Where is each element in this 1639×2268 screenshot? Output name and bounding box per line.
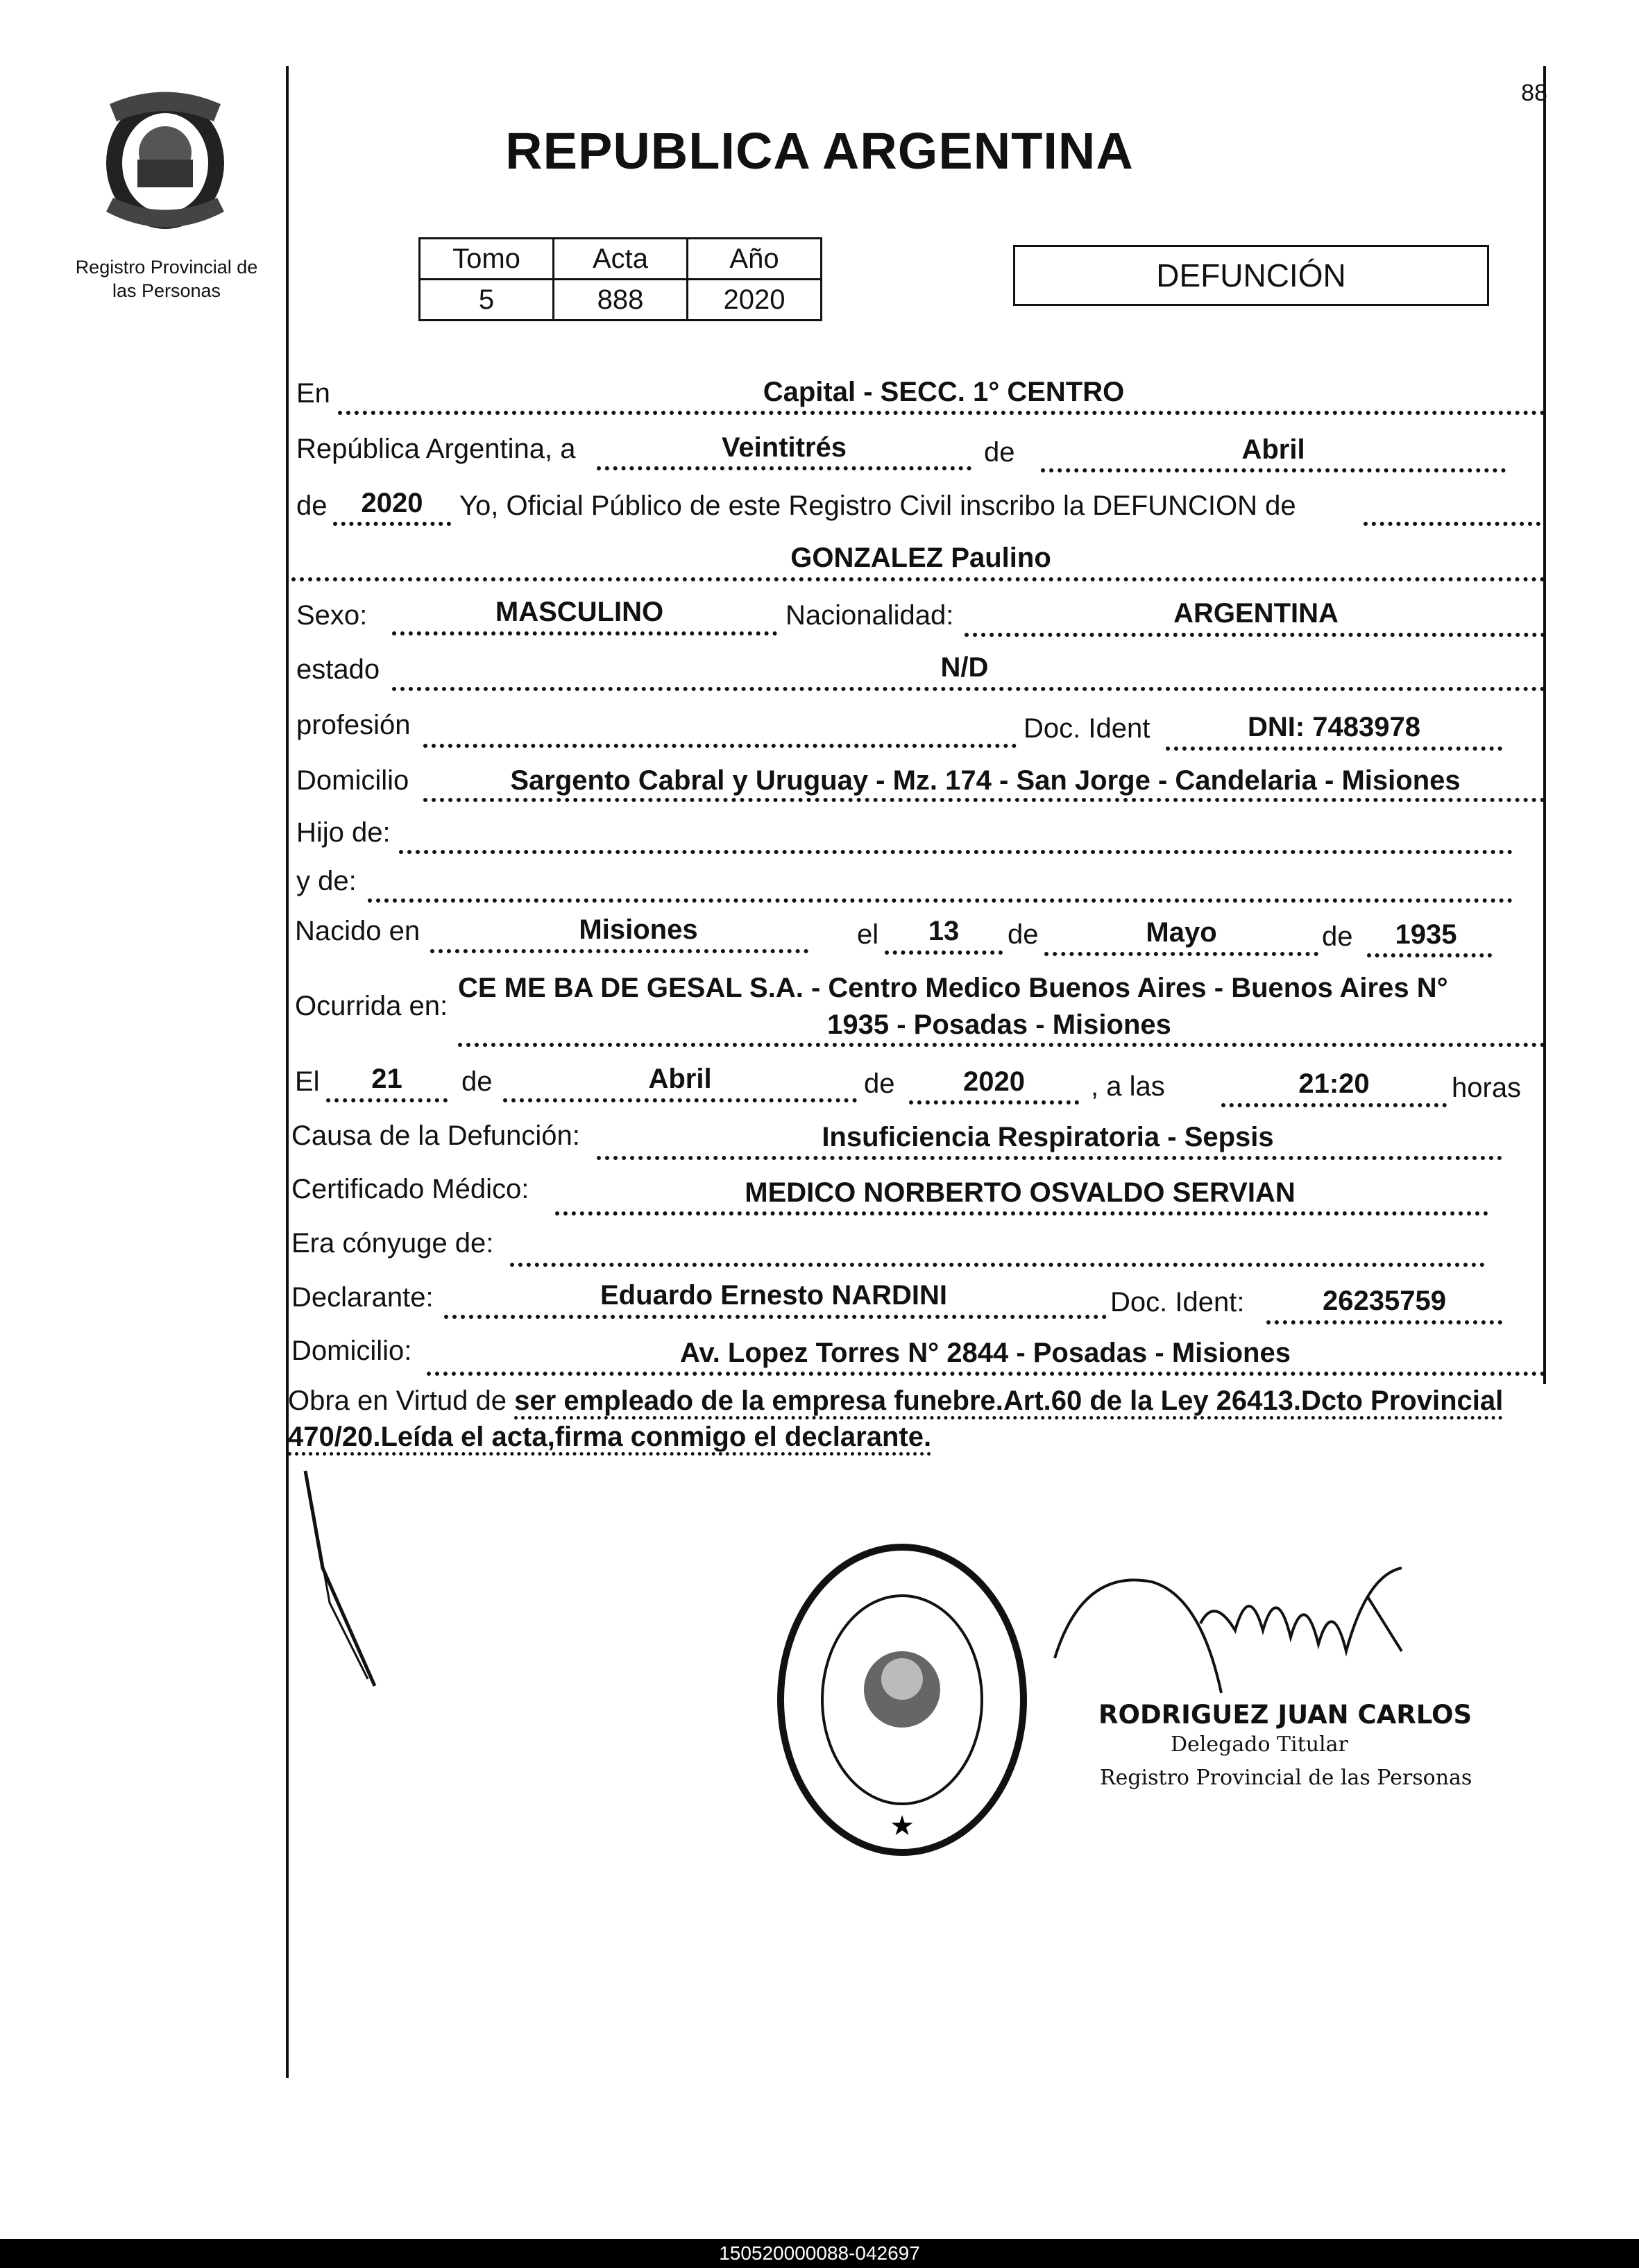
nacido-lugar-line <box>430 949 808 953</box>
def-anio: 2020 <box>963 1066 1025 1097</box>
document-title: REPUBLICA ARGENTINA <box>505 122 1134 180</box>
signer-office: Registro Provincial de las Personas <box>1100 1766 1472 1790</box>
def-dia: 21 <box>371 1064 402 1094</box>
horas-label: horas <box>1452 1073 1522 1103</box>
fecha-de-label: de <box>984 437 1015 468</box>
obra-label: Obra en Virtud de <box>288 1385 507 1416</box>
sexo-label: Sexo: <box>296 600 368 631</box>
fecha-dia-line <box>597 466 971 470</box>
def-dia-line <box>326 1098 448 1102</box>
def-hora-line <box>1221 1103 1447 1107</box>
acta-table <box>418 237 822 321</box>
nacido-dia-line <box>885 950 1003 955</box>
estado-value: N/D <box>940 652 989 683</box>
page-number: 88 <box>1521 80 1547 106</box>
nacido-de2-label: de <box>1322 921 1353 952</box>
place-value: Capital - SECC. 1° CENTRO <box>763 377 1125 407</box>
profesion-line <box>423 744 1017 748</box>
declarante-doc-label: Doc. Ident: <box>1110 1287 1245 1318</box>
registry-label: Registro Provincial de las Personas <box>75 257 258 301</box>
nacido-label: Nacido en <box>295 916 421 946</box>
y-de-label: y de: <box>296 866 357 896</box>
profesion-label: profesión <box>296 710 411 740</box>
doc-label: Doc. Ident <box>1024 713 1150 744</box>
right-margin-rule <box>1543 66 1546 1384</box>
nacido-dia: 13 <box>928 916 960 946</box>
anio-header: Año <box>688 239 822 280</box>
nacionalidad-label: Nacionalidad: <box>785 600 954 631</box>
hijo-line <box>399 850 1513 854</box>
nacionalidad-line <box>965 633 1545 637</box>
nacido-anio-line <box>1367 953 1492 957</box>
declarante-line <box>444 1315 1107 1319</box>
domicilio-line <box>423 798 1545 802</box>
signer-role: Delegado Titular <box>1171 1732 1348 1757</box>
record-type-box: DEFUNCIÓN <box>1013 245 1489 306</box>
declarante-doc-line <box>1266 1320 1502 1324</box>
left-margin-rule <box>286 66 289 2078</box>
nacido-mes: Mayo <box>1146 917 1217 948</box>
nacido-el-label: el <box>857 919 879 950</box>
declarant-signature-stroke <box>291 1464 389 1693</box>
tomo-value: 5 <box>420 280 554 321</box>
official-seal <box>770 1540 1034 1859</box>
deceased-name: GONZALEZ Paulino <box>790 543 1051 573</box>
anio-value: 2020 <box>688 280 822 321</box>
domicilio-label: Domicilio <box>296 765 409 796</box>
nacionalidad-value: ARGENTINA <box>1173 598 1339 629</box>
name-line <box>291 577 1545 581</box>
place-line <box>338 411 1545 415</box>
ocurrida-line <box>458 1043 1545 1047</box>
dom-declarante-line <box>427 1372 1545 1376</box>
hijo-label: Hijo de: <box>296 817 391 848</box>
en-label: En <box>296 378 330 409</box>
def-mes: Abril <box>648 1064 712 1094</box>
causa-label: Causa de la Defunción: <box>291 1120 580 1151</box>
official-signature <box>1041 1554 1457 1707</box>
ocurrida-label: Ocurrida en: <box>295 991 448 1021</box>
def-de-label: de <box>461 1066 493 1097</box>
inscribo-line <box>1364 522 1540 526</box>
causa-line <box>597 1156 1502 1160</box>
sexo-line <box>392 631 777 636</box>
certificado-line <box>555 1211 1488 1216</box>
declarante-doc-value: 26235759 <box>1323 1286 1446 1316</box>
fecha-label: República Argentina, a <box>296 434 576 464</box>
nacido-de-label: de <box>1008 919 1039 950</box>
certificado-label: Certificado Médico: <box>291 1174 529 1204</box>
fecha-dia-value: Veintitrés <box>721 432 847 463</box>
anio-value-text: 2020 <box>361 488 423 518</box>
nacido-anio: 1935 <box>1395 919 1457 950</box>
dom-declarante-label: Domicilio: <box>291 1336 412 1366</box>
footer-code-bar: 150520000088-042697 <box>0 2239 1639 2268</box>
inscribo-text: Yo, Oficial Público de este Registro Civil inscribo la DEFUNCION de <box>459 491 1296 521</box>
alas-label: , a las <box>1091 1071 1165 1102</box>
acta-value: 888 <box>554 280 688 321</box>
causa-value: Insuficiencia Respiratoria - Sepsis <box>822 1122 1274 1152</box>
declarante-label: Declarante: <box>291 1282 434 1313</box>
doc-value: DNI: 7483978 <box>1247 712 1421 742</box>
dom-declarante-value: Av. Lopez Torres N° 2844 - Posadas - Misiones <box>680 1338 1291 1368</box>
fecha-mes-value: Abril <box>1241 434 1305 465</box>
estado-line <box>392 687 1545 691</box>
def-mes-line <box>503 1098 857 1102</box>
anio-label: de <box>296 491 328 521</box>
acta-header: Acta <box>554 239 688 280</box>
fecha-mes-line <box>1041 468 1506 472</box>
sexo-value: MASCULINO <box>495 597 664 627</box>
svg-text:★: ★ <box>890 1810 915 1842</box>
y-de-line <box>368 898 1513 903</box>
tomo-header: Tomo <box>420 239 554 280</box>
domicilio-value: Sargento Cabral y Uruguay - Mz. 174 - San Jorge - Candelaria - Misiones <box>510 765 1461 796</box>
obra-value: ser empleado de la empresa funebre.Art.60 de la Ley 26413.Dcto Provincial 470/20.Leída el acta,firma conmigo el declarante. <box>288 1385 1503 1456</box>
def-anio-line <box>909 1100 1079 1105</box>
anio-line <box>333 522 451 526</box>
nacido-mes-line <box>1044 952 1318 956</box>
ocurrida-line2: 1935 - Posadas - Misiones <box>827 1009 1171 1040</box>
doc-line <box>1166 747 1502 751</box>
certificado-value: MEDICO NORBERTO OSVALDO SERVIAN <box>745 1177 1296 1208</box>
conyuge-line <box>510 1263 1485 1267</box>
conyuge-label: Era cónyuge de: <box>291 1228 494 1259</box>
def-hora: 21:20 <box>1298 1068 1370 1099</box>
declarante-value: Eduardo Ernesto NARDINI <box>600 1280 948 1311</box>
ocurrida-line1: CE ME BA DE GESAL S.A. - Centro Medico Buenos Aires - Buenos Aires N° <box>458 973 1448 1003</box>
estado-label: estado <box>296 654 380 685</box>
nacido-lugar: Misiones <box>579 914 698 945</box>
obra-paragraph <box>288 1383 1537 1455</box>
def-de2-label: de <box>864 1068 895 1099</box>
signer-name: RODRIGUEZ JUAN CARLOS <box>1098 1700 1472 1730</box>
el-label: El <box>295 1066 320 1097</box>
